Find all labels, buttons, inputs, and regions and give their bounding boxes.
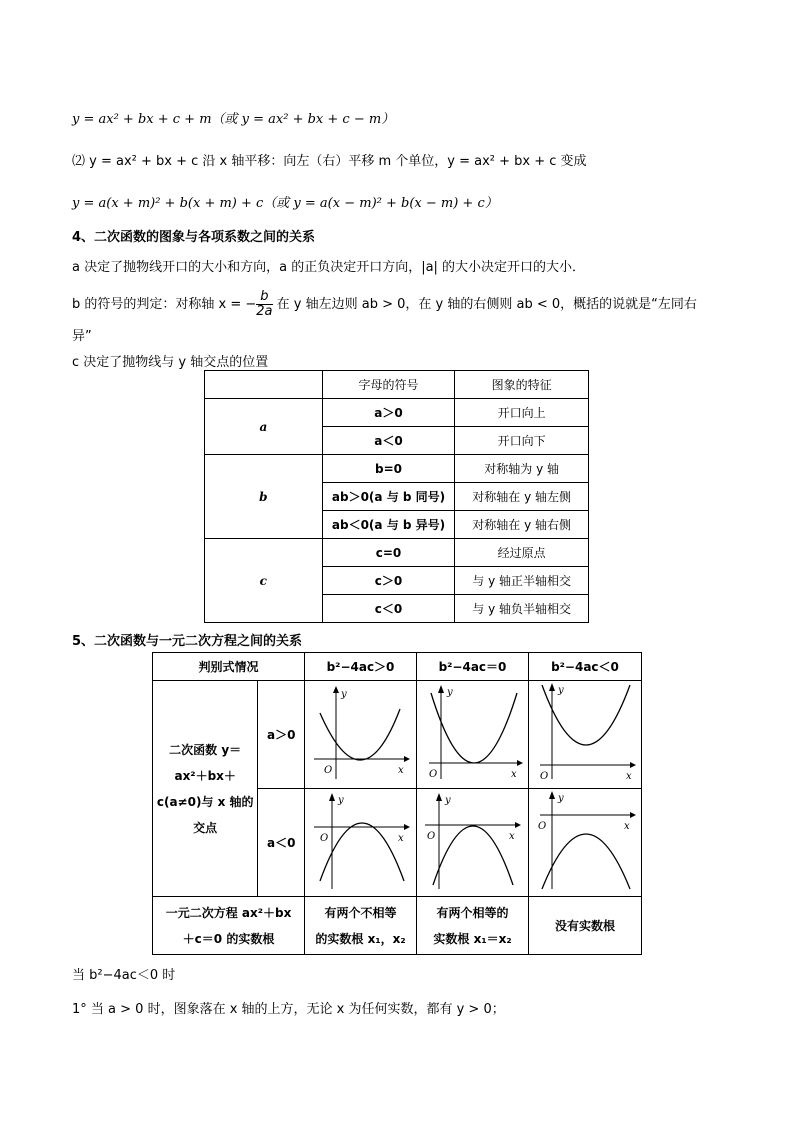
origin-label: O	[429, 769, 438, 780]
table2-header-zero: b²−4ac＝0	[417, 653, 529, 681]
axis-label-x: x	[509, 831, 516, 842]
table1-cell: 与 y 轴正半轴相交	[455, 567, 589, 595]
table2-header-positive: b²−4ac＞0	[305, 653, 417, 681]
axis-label-y: y	[557, 685, 564, 696]
parabola-down-no-root-graph	[530, 789, 640, 893]
parabola-down-one-root-graph	[417, 789, 527, 893]
paragraph-a: a 决定了抛物线开口的大小和方向，a 的正负决定开口方向，|a| 的大小决定开口的大小．	[72, 260, 586, 275]
table1-cell: ab＞0(a 与 b 同号)	[322, 483, 455, 511]
table1-header-sign: 字母的符号	[322, 371, 455, 399]
parabola-up-no-root-graph	[530, 681, 640, 785]
table2-header-negative: b²−4ac＜0	[528, 653, 641, 681]
table1-letter-b: b	[205, 455, 323, 539]
section-heading-5: 5、二次函数与一元二次方程之间的关系	[72, 634, 303, 649]
func-label-line: c(a≠0)与 x 轴的	[156, 794, 254, 809]
table2-header-case: 判别式情况	[153, 653, 305, 681]
table2-root-label	[153, 897, 305, 955]
func-label-line: ax²＋bx＋	[174, 768, 236, 783]
fraction-denominator: 2a	[256, 304, 273, 319]
roots-line: 有两个相等的	[436, 905, 509, 920]
func-label-line: 二次函数 y＝	[169, 742, 242, 757]
axis-label-x: x	[397, 765, 404, 776]
axis-label-x: x	[511, 769, 518, 780]
table1-cell: c＜0	[322, 595, 455, 623]
formula-line-3: y = a(x + m)² + b(x + m) + c（或 y = a(x − m)² + b(x − m) + c）	[72, 196, 498, 211]
paragraph-b-post: 在 y 轴左边则 ab > 0，在 y 轴的右侧则 ab < 0，概括的说就是“左同右	[272, 297, 697, 312]
table1-letter-a: a	[205, 399, 323, 455]
roots-none: 没有实数根	[528, 897, 641, 955]
table1-header-feature: 图象的特征	[455, 371, 589, 399]
table1-cell: b=0	[322, 455, 455, 483]
root-label-line: ＋c＝0 的实数根	[182, 931, 275, 946]
table1-cell: 与 y 轴负半轴相交	[455, 595, 589, 623]
discriminant-table	[152, 652, 642, 955]
axis-label-y: y	[337, 795, 344, 806]
root-label-line: 一元二次方程 ax²＋bx	[165, 905, 292, 920]
note-discriminant-negative: 当 b²−4ac＜0 时	[72, 968, 176, 983]
graph-cell	[305, 789, 417, 897]
fraction-b-2a	[256, 290, 272, 319]
fraction-numerator: b	[256, 290, 272, 305]
list-item-1: 1° 当 a > 0 时，图象落在 x 轴的上方，无论 x 为任何实数，都有 y > 0；	[72, 1002, 505, 1017]
table1-letter-c: c	[205, 539, 323, 623]
roots-two-equal	[417, 897, 529, 955]
table2-a-positive: a＞0	[258, 681, 305, 789]
table2-a-negative: a＜0	[258, 789, 305, 897]
coefficient-table	[204, 370, 589, 623]
origin-label: O	[319, 833, 328, 844]
parabola-up-two-roots-graph	[306, 681, 416, 785]
table1-cell: a＜0	[322, 427, 455, 455]
graph-cell	[417, 681, 529, 789]
axis-label-y: y	[445, 795, 452, 806]
func-label-line: 交点	[193, 820, 218, 835]
table1-cell: c=0	[322, 539, 455, 567]
origin-label: O	[427, 831, 436, 842]
roots-line: 实数根 x₁＝x₂	[433, 931, 512, 946]
table1-header-empty	[205, 371, 323, 399]
graph-cell	[528, 681, 641, 789]
table1-cell: 经过原点	[455, 539, 589, 567]
table1-cell: 开口向上	[455, 399, 589, 427]
table1-cell: 对称轴在 y 轴右侧	[455, 511, 589, 539]
origin-label: O	[323, 765, 332, 776]
axis-label-y: y	[340, 689, 347, 700]
graph-cell	[528, 789, 641, 897]
parabola-down-two-roots-graph	[306, 789, 416, 893]
paragraph-b	[72, 290, 697, 319]
origin-label: O	[537, 821, 547, 832]
axis-label-y: y	[557, 793, 564, 804]
table1-cell: ab＜0(a 与 b 异号)	[322, 511, 455, 539]
table2-function-label	[153, 681, 258, 897]
translation-rule: ⑵ y = ax² + bx + c 沿 x 轴平移：向左（右）平移 m 个单位，y = ax² + bx + c 变成	[72, 154, 587, 169]
paragraph-b-cont: 异”	[72, 329, 92, 344]
graph-cell	[305, 681, 417, 789]
roots-line: 有两个不相等	[324, 905, 397, 920]
table1-cell: 开口向下	[455, 427, 589, 455]
axis-label-y: y	[447, 687, 454, 698]
roots-line: 的实数根 x₁，x₂	[315, 931, 406, 946]
axis-label-x: x	[625, 771, 632, 782]
axis-label-x: x	[623, 821, 630, 832]
formula-line-1: y = ax² + bx + c + m（或 y = ax² + bx + c − m）	[72, 112, 395, 127]
table1-cell: 对称轴在 y 轴左侧	[455, 483, 589, 511]
section-heading-4: 4、二次函数的图象与各项系数之间的关系	[72, 230, 316, 245]
table1-cell: c＞0	[322, 567, 455, 595]
origin-label: O	[539, 771, 549, 782]
table1-cell: 对称轴为 y 轴	[455, 455, 589, 483]
table1-cell: a＞0	[322, 399, 455, 427]
paragraph-b-pre: b 的符号的判定：对称轴 x = −	[72, 297, 257, 312]
roots-two-distinct	[305, 897, 417, 955]
parabola-up-one-root-graph	[417, 681, 527, 785]
graph-cell	[417, 789, 529, 897]
axis-label-x: x	[397, 833, 404, 844]
paragraph-c: c 决定了抛物线与 y 轴交点的位置	[72, 355, 269, 370]
